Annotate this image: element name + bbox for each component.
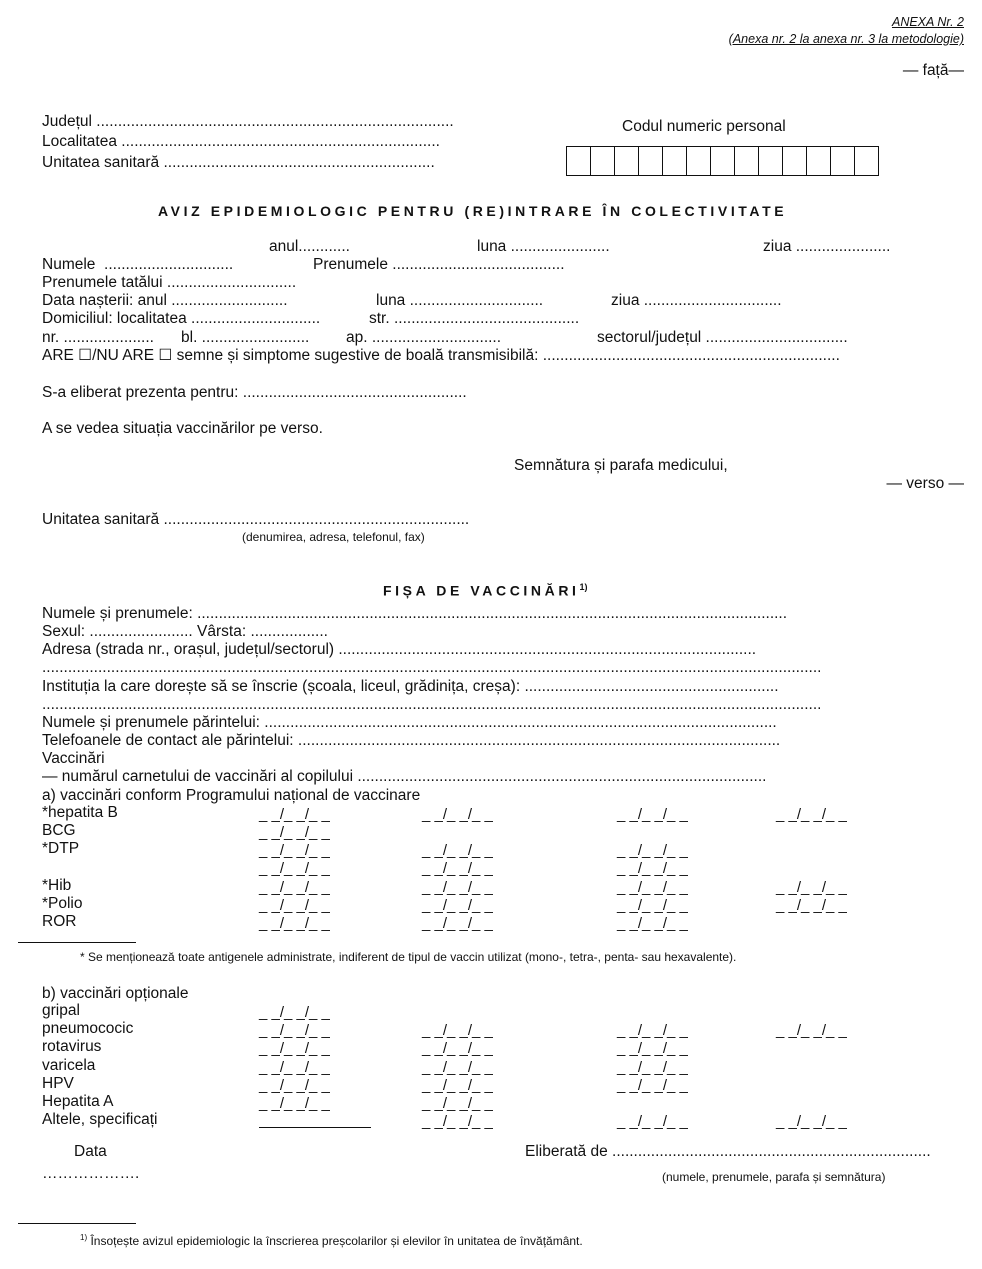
footnote-1-divider bbox=[18, 1223, 136, 1224]
prenume-tata-field[interactable]: Prenumele tatălui .............................. bbox=[42, 274, 297, 291]
cnp-digit-box[interactable] bbox=[639, 147, 663, 175]
annex-title: ANEXA Nr. 2 bbox=[891, 15, 964, 29]
cnp-digit-box[interactable] bbox=[663, 147, 687, 175]
numele-field[interactable]: Numele .............................. bbox=[42, 256, 234, 273]
optional-vaccine-label: Altele, specificați bbox=[42, 1111, 158, 1128]
fisa-institutia-cont-field[interactable]: ..................................................................................................................................................................................... bbox=[42, 696, 822, 713]
cnp-digit-box[interactable] bbox=[591, 147, 615, 175]
annex-subtitle: (Anexa nr. 2 la anexa nr. 3 la metodologie) bbox=[728, 32, 964, 46]
cnp-digit-box[interactable] bbox=[807, 147, 831, 175]
mandatory-vaccine-date-field[interactable]: _ _/_ _/_ _ bbox=[259, 897, 330, 914]
cnp-label: Codul numeric personal bbox=[622, 118, 786, 135]
mandatory-vaccine-date-field[interactable]: _ _/_ _/_ _ bbox=[776, 897, 847, 914]
optional-vaccine-date-field[interactable]: _ _/_ _/_ _ bbox=[617, 1077, 688, 1094]
mandatory-vaccine-date-field[interactable]: _ _/_ _/_ _ bbox=[422, 842, 493, 859]
optional-other-vaccine-line[interactable] bbox=[259, 1127, 371, 1128]
optional-vaccine-date-field[interactable]: _ _/_ _/_ _ bbox=[422, 1095, 493, 1112]
optional-vaccine-date-field[interactable]: _ _/_ _/_ _ bbox=[422, 1113, 493, 1130]
footnote-1-text: Însoțește avizul epidemiologic la înscrierea preșcolarilor și elevilor în unitatea de învățământ. bbox=[87, 1234, 583, 1248]
ap-field[interactable]: ap. .............................. bbox=[346, 329, 502, 346]
mandatory-vaccine-date-field[interactable]: _ _/_ _/_ _ bbox=[776, 879, 847, 896]
footnote-divider bbox=[18, 942, 136, 943]
aviz-title: AVIZ EPIDEMIOLOGIC PENTRU (RE)INTRARE ÎN COLECTIVITATE bbox=[158, 203, 788, 219]
cnp-digit-box[interactable] bbox=[855, 147, 878, 175]
localitate-field[interactable]: Localitatea .......................................................................... bbox=[42, 133, 440, 150]
mandatory-vaccine-date-field[interactable]: _ _/_ _/_ _ bbox=[422, 897, 493, 914]
vezi-verso-note: A se vedea situația vaccinărilor pe verso. bbox=[42, 420, 323, 437]
data-nasterii-anul-field[interactable]: Data nașterii: anul ........................... bbox=[42, 292, 288, 309]
semnatura-medic-label: Semnătura și parafa medicului, bbox=[514, 457, 728, 474]
mandatory-vaccine-label: *Hib bbox=[42, 877, 72, 894]
optional-vaccine-date-field[interactable]: _ _/_ _/_ _ bbox=[617, 1059, 688, 1076]
footnote-1 bbox=[80, 1229, 583, 1250]
mandatory-vaccine-date-field[interactable]: _ _/_ _/_ _ bbox=[422, 915, 493, 932]
domiciliu-localitate-field[interactable]: Domiciliul: localitatea .............................. bbox=[42, 310, 321, 327]
mandatory-vaccine-label: *Polio bbox=[42, 895, 83, 912]
fisa-nume-prenume-field[interactable]: Numele și prenumele: ......................................................................................................................................... bbox=[42, 605, 788, 622]
mandatory-vaccine-date-field[interactable]: _ _/_ _/_ _ bbox=[617, 842, 688, 859]
vaccinari-heading: Vaccinări bbox=[42, 750, 105, 767]
cnp-digit-box[interactable] bbox=[687, 147, 711, 175]
cnp-digit-box[interactable] bbox=[711, 147, 735, 175]
mandatory-vaccine-date-field[interactable]: _ _/_ _/_ _ bbox=[259, 915, 330, 932]
sector-judet-field[interactable]: sectorul/județul ................................. bbox=[597, 329, 848, 346]
data-nasterii-ziua-field[interactable]: ziua ................................ bbox=[611, 292, 782, 309]
cnp-boxes[interactable] bbox=[566, 146, 879, 176]
mandatory-vaccine-date-field[interactable]: _ _/_ _/_ _ bbox=[617, 897, 688, 914]
optional-vaccine-label: Hepatita A bbox=[42, 1093, 114, 1110]
cnp-digit-box[interactable] bbox=[735, 147, 759, 175]
cnp-digit-box[interactable] bbox=[615, 147, 639, 175]
optional-vaccine-date-field[interactable]: _ _/_ _/_ _ bbox=[259, 1022, 330, 1039]
mandatory-vaccine-label: ROR bbox=[42, 913, 77, 930]
optional-vaccine-label: varicela bbox=[42, 1057, 96, 1074]
optional-vaccine-date-field[interactable]: _ _/_ _/_ _ bbox=[617, 1113, 688, 1130]
optional-vaccine-date-field[interactable]: _ _/_ _/_ _ bbox=[776, 1113, 847, 1130]
fisa-adresa-field[interactable]: Adresa (strada nr., orașul, județul/sectorul) ................................................................................................. bbox=[42, 641, 757, 658]
optional-vaccine-date-field[interactable]: _ _/_ _/_ _ bbox=[422, 1059, 493, 1076]
optional-vaccine-date-field[interactable]: _ _/_ _/_ _ bbox=[422, 1077, 493, 1094]
optional-vaccine-date-field[interactable]: _ _/_ _/_ _ bbox=[422, 1022, 493, 1039]
fisa-sex-varsta-field[interactable]: Sexul: ........................ Vârsta: .................. bbox=[42, 623, 328, 640]
optional-vaccine-label: rotavirus bbox=[42, 1038, 102, 1055]
fisa-title-text: FIȘA DE VACCINĂRI bbox=[383, 582, 580, 599]
optional-vaccine-label: pneumococic bbox=[42, 1020, 134, 1037]
aviz-luna-field[interactable]: luna ....................... bbox=[477, 238, 610, 255]
mandatory-vaccine-date-field[interactable]: _ _/_ _/_ _ bbox=[259, 824, 330, 841]
mandatory-vaccine-label: *hepatita B bbox=[42, 804, 118, 821]
aviz-ziua-field[interactable]: ziua ...................... bbox=[763, 238, 891, 255]
optional-vaccine-date-field[interactable]: _ _/_ _/_ _ bbox=[617, 1022, 688, 1039]
domiciliu-strada-field[interactable]: str. ........................................... bbox=[369, 310, 580, 327]
unitate-sanitara-field[interactable]: Unitatea sanitară ............................................................... bbox=[42, 154, 435, 171]
fisa-adresa-cont-field[interactable]: ..................................................................................................................................................................................... bbox=[42, 659, 822, 676]
optional-vaccine-date-field[interactable]: _ _/_ _/_ _ bbox=[259, 1059, 330, 1076]
prenumele-field[interactable]: Prenumele ........................................ bbox=[313, 256, 565, 273]
fisa-institutia-field[interactable]: Instituția la care dorește să se înscrie (școala, liceul, grădinița, creșa): ........................................................... bbox=[42, 678, 779, 695]
mandatory-vaccine-date-field[interactable]: _ _/_ _/_ _ bbox=[259, 860, 330, 877]
optional-vaccine-date-field[interactable]: _ _/_ _/_ _ bbox=[259, 1077, 330, 1094]
optional-vaccine-label: gripal bbox=[42, 1002, 80, 1019]
data-label: Data bbox=[74, 1143, 107, 1160]
mandatory-vaccine-date-field[interactable]: _ _/_ _/_ _ bbox=[617, 806, 688, 823]
optional-vaccine-date-field[interactable]: _ _/_ _/_ _ bbox=[259, 1004, 330, 1021]
nr-field[interactable]: nr. ..................... bbox=[42, 329, 154, 346]
footnote-1-marker: 1) bbox=[80, 1233, 88, 1242]
cnp-digit-box[interactable] bbox=[783, 147, 807, 175]
eliberata-hint: (numele, prenumele, parafa și semnătura) bbox=[662, 1170, 886, 1184]
optional-vaccine-date-field[interactable]: _ _/_ _/_ _ bbox=[259, 1095, 330, 1112]
side-front-label: — față— bbox=[902, 62, 964, 79]
optional-vaccine-date-field[interactable]: _ _/_ _/_ _ bbox=[259, 1040, 330, 1057]
fisa-footnote-ref: 1) bbox=[579, 582, 588, 592]
section-b-heading: b) vaccinări opționale bbox=[42, 985, 189, 1002]
data-nasterii-luna-field[interactable]: luna ............................... bbox=[376, 292, 544, 309]
bl-field[interactable]: bl. ......................... bbox=[181, 329, 310, 346]
optional-vaccine-date-field[interactable]: _ _/_ _/_ _ bbox=[422, 1040, 493, 1057]
eliberat-pentru-field[interactable]: S-a eliberat prezenta pentru: .................................................... bbox=[42, 384, 467, 401]
fisa-telefon-parinte-field[interactable]: Telefoanele de contact ale părintelui: ................................................................................................................ bbox=[42, 732, 781, 749]
mandatory-vaccine-date-field[interactable]: _ _/_ _/_ _ bbox=[422, 806, 493, 823]
data-field[interactable]: ………………. bbox=[42, 1165, 140, 1182]
cnp-digit-box[interactable] bbox=[567, 147, 591, 175]
mandatory-vaccine-date-field[interactable]: _ _/_ _/_ _ bbox=[259, 842, 330, 859]
judet-field[interactable]: Județul ................................................................................... bbox=[42, 113, 454, 130]
aviz-anul-field[interactable]: anul............ bbox=[269, 238, 350, 255]
fisa-nume-parinte-field[interactable]: Numele și prenumele părintelui: ....................................................................................................................... bbox=[42, 714, 777, 731]
semne-simptome-field[interactable]: ARE ☐/NU ARE ☐ semne și simptome sugestive de boală transmisibilă: ..................................................................... bbox=[42, 347, 840, 364]
optional-vaccine-label: HPV bbox=[42, 1075, 74, 1092]
mandatory-vaccine-date-field[interactable]: _ _/_ _/_ _ bbox=[422, 860, 493, 877]
section-a-heading: a) vaccinări conform Programului național de vaccinare bbox=[42, 787, 421, 804]
side-back-label: — verso — bbox=[886, 475, 964, 492]
eliberata-de-field[interactable]: Eliberată de .......................................................................... bbox=[525, 1143, 931, 1160]
mandatory-vaccine-label: *DTP bbox=[42, 840, 80, 857]
mandatory-vaccine-date-field[interactable]: _ _/_ _/_ _ bbox=[617, 860, 688, 877]
mandatory-vaccine-label: BCG bbox=[42, 822, 76, 839]
optional-vaccine-date-field[interactable]: _ _/_ _/_ _ bbox=[776, 1022, 847, 1039]
footnote-star: * Se menționează toate antigenele administrate, indiferent de tipul de vaccin utilizat (mono-, tetra-, penta- sau hexavalente). bbox=[80, 950, 737, 964]
mandatory-vaccine-date-field[interactable]: _ _/_ _/_ _ bbox=[617, 915, 688, 932]
verso-unitate-field[interactable]: Unitatea sanitară ....................................................................... bbox=[42, 511, 470, 528]
mandatory-vaccine-date-field[interactable]: _ _/_ _/_ _ bbox=[776, 806, 847, 823]
verso-unitate-hint: (denumirea, adresa, telefonul, fax) bbox=[242, 530, 425, 544]
cnp-digit-box[interactable] bbox=[831, 147, 855, 175]
mandatory-vaccine-date-field[interactable]: _ _/_ _/_ _ bbox=[617, 879, 688, 896]
cnp-digit-box[interactable] bbox=[759, 147, 783, 175]
fisa-title bbox=[383, 578, 588, 600]
mandatory-vaccine-date-field[interactable]: _ _/_ _/_ _ bbox=[422, 879, 493, 896]
optional-vaccine-date-field[interactable]: _ _/_ _/_ _ bbox=[617, 1040, 688, 1057]
numar-carnet-field[interactable]: — numărul carnetului de vaccinări al copilului ............................................................................................... bbox=[42, 768, 767, 785]
mandatory-vaccine-date-field[interactable]: _ _/_ _/_ _ bbox=[259, 879, 330, 896]
mandatory-vaccine-date-field[interactable]: _ _/_ _/_ _ bbox=[259, 806, 330, 823]
